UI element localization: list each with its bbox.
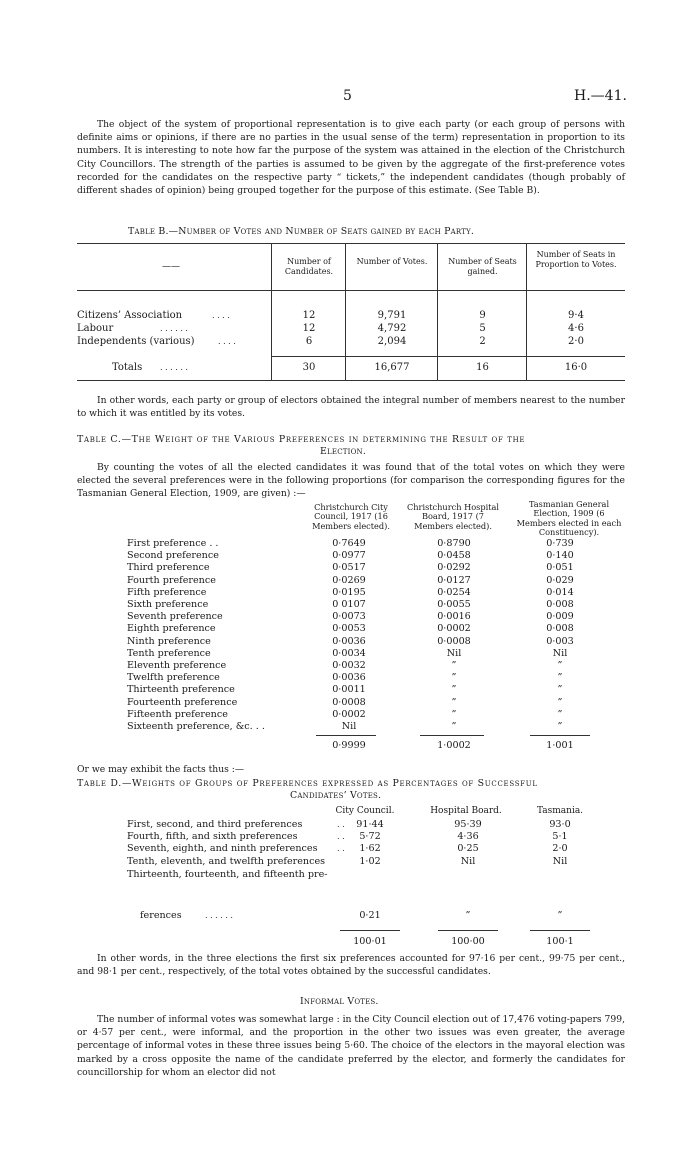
table-d-col-head-tasmania: Tasmania. (536, 806, 584, 816)
hospital-board-value: 0·0055 (437, 599, 471, 610)
votes-value: 4,792 (377, 323, 407, 334)
table-b-top-rule (77, 243, 625, 244)
table-b-header-votes: Number of Votes. (356, 257, 428, 266)
leader-dots: . . . . (218, 337, 236, 346)
hospital-board-value: 0·0008 (437, 635, 471, 647)
hospital-board-value: ” (465, 910, 471, 921)
preference-label: Fourth preference (127, 574, 216, 586)
table-c-col-head-city: Christchurch City Council, 1917 (16 Members elected). (312, 502, 390, 531)
preference-group-label: First, second, and third preferences (127, 819, 303, 830)
seats-value: 5 (479, 323, 486, 334)
leader-dots: . . . . . . (160, 363, 188, 372)
city-council-value: 0·0002 (332, 708, 366, 720)
table-d-total-city: 100·01 (353, 936, 387, 947)
table-b-title: Table B.—Number of Votes and Number of Seats gained by each Party. (128, 226, 475, 237)
city-council-value: 0·0073 (332, 611, 366, 623)
hospital-board-value: ” (451, 721, 457, 732)
city-council-value: 0 0107 (332, 599, 366, 610)
table-b-header-seats: Number of Seats gained. (448, 257, 517, 276)
city-council-value: 0·0032 (332, 660, 366, 671)
city-council-value: 0·0517 (332, 562, 366, 574)
tasmania-value: 0·003 (546, 635, 574, 647)
hospital-board-value: 0·0254 (437, 586, 471, 598)
city-council-value: 5·72 (359, 831, 381, 842)
tasmania-value: 0·029 (546, 574, 574, 586)
party-label: Independents (various) (77, 336, 195, 347)
hospital-board-value: Nil (446, 647, 462, 659)
preference-label: Sixteenth preference, &c. . . (127, 721, 265, 732)
tasmania-value: Nil (552, 647, 568, 659)
table-d-title-line2: Candidates’ Votes. (290, 790, 382, 801)
hospital-board-value: ” (451, 660, 457, 671)
city-council-value: 0·0008 (332, 696, 366, 708)
city-council-value: 0·0036 (332, 672, 366, 684)
tasmania-value: ” (557, 696, 563, 708)
proportion-value: 2·0 (568, 336, 584, 347)
votes-total: 16,677 (374, 362, 410, 373)
hospital-board-value: 0·0002 (437, 623, 471, 635)
hospital-board-value: 0·25 (457, 843, 479, 854)
candidates-total: 30 (302, 362, 316, 373)
leader-dots: . . (337, 820, 345, 829)
tasmania-value: 5·1 (552, 831, 568, 842)
table-c-title: Table C.—The Weight of the Various Preferences in determining the Result of the (77, 434, 526, 445)
hospital-board-value: ” (451, 708, 457, 720)
preference-label: Sixth preference (127, 599, 209, 610)
page-number: 5 (343, 88, 352, 104)
preference-label: Thirteenth preference (127, 684, 235, 696)
table-d-sum-rule (438, 930, 498, 931)
table-d-sum-rule (530, 930, 590, 931)
table-d-total-hospital: 100·00 (451, 936, 485, 947)
votes-value: 9,791 (377, 310, 407, 321)
table-b-header-proportion: Number of Seats in Proportion to Votes. (535, 250, 617, 269)
city-council-value: 1·62 (359, 843, 381, 854)
hospital-board-value: 4·36 (457, 831, 479, 842)
preference-label: Fifteenth preference (127, 708, 228, 720)
table-b-col-rule (526, 243, 527, 380)
preference-group-label: ferences (140, 910, 182, 921)
proportion-value: 4·6 (568, 323, 584, 334)
table-b-col-rule (437, 243, 438, 380)
table-b-bottom-rule (77, 380, 625, 381)
tasmania-value: ” (557, 684, 563, 696)
tasmania-value: 0·739 (546, 538, 574, 549)
seats-value: 9 (479, 310, 486, 321)
preference-label: Twelfth preference (127, 672, 220, 684)
tasmania-value: 2·0 (552, 843, 568, 854)
city-council-value: 0·0034 (332, 647, 366, 659)
informal-votes-heading: Informal Votes. (300, 996, 379, 1007)
table-d-sum-rule (340, 930, 400, 931)
preference-label: Eighth preference (127, 623, 216, 635)
seats-value: 2 (479, 336, 486, 347)
proportion-total: 16·0 (564, 362, 588, 373)
table-b-stub-dash: —— (162, 262, 180, 272)
informal-votes-paragraph: The number of informal votes was somewhat large : in the City Council election out of 17,476 voting-papers 799, or 4·57 per cent., were informal, and the proportion in the other two issues was even greater, the average percentage of informal votes in these three issues being 5·60. The choice of the electors in the mayoral election was marked by a cross opposite the name of the candidate preferred by the elector, and formerly the candidates for councillorship for whom an elector did not (77, 1014, 625, 1078)
table-c-sum-rule (316, 735, 376, 736)
tasmania-value: ” (557, 660, 563, 671)
tasmania-value: 0·014 (546, 586, 574, 598)
party-label: Labour (77, 323, 114, 334)
table-c-total-city: 0·9999 (332, 740, 366, 751)
proportion-value: 9·4 (568, 310, 584, 321)
totals-label: Totals (112, 362, 143, 373)
tasmania-value: Nil (552, 856, 568, 867)
preference-group-label: Tenth, eleventh, and twelfth preferences (127, 856, 326, 867)
document-code: H.—41. (574, 88, 627, 104)
city-council-value: Nil (341, 721, 357, 732)
preference-label: Eleventh preference (127, 660, 227, 671)
preference-group-label: Thirteenth, fourteenth, and fifteenth pre- (127, 869, 328, 880)
leader-dots: . . (337, 844, 345, 853)
after-table-d-paragraph: In other words, in the three elections the first six preferences accounted for 97·16 per cent., 99·75 per cent., and 98·1 per cent., respectively, of the total votes obtained by the successful candidates. (77, 953, 625, 978)
city-council-value: 1·02 (359, 856, 381, 867)
or-we-line: Or we may exhibit the facts thus :— (77, 764, 245, 775)
table-d-total-tasmania: 100·1 (546, 936, 574, 947)
table-c-sum-rule (420, 735, 484, 736)
hospital-board-value: 0·0292 (437, 562, 471, 574)
hospital-board-value: 0·0127 (437, 574, 471, 586)
leader-dots: . . . . . . (160, 324, 188, 333)
leader-dots: . . . . (212, 311, 230, 320)
preference-group-label: Fourth, fifth, and sixth preferences (127, 831, 298, 842)
preference-label: Second preference (127, 550, 219, 562)
city-council-value: 0·0036 (332, 635, 366, 647)
table-c-col-head-hospital: Christchurch Hospital Board, 1917 (7 Members elected). (407, 502, 499, 531)
preference-label: Fifth preference (127, 586, 207, 598)
city-council-value: 0·0269 (332, 574, 366, 586)
candidates-value: 12 (302, 310, 316, 321)
tasmania-value: 0·008 (546, 623, 574, 635)
city-council-value: 0·0053 (332, 623, 366, 635)
hospital-board-value: 0·0458 (437, 550, 471, 562)
table-b-header-candidates: Number of Candidates. (284, 257, 334, 276)
table-b-header-rule (77, 290, 625, 291)
preference-label: Fourteenth preference (127, 696, 238, 708)
table-b-col-rule (271, 243, 272, 380)
table-c-intro: By counting the votes of all the elected candidates it was found that of the total votes on which they were elected the several preferences were in the following proportions (for comparison the corresponding figures for the Tasmanian General Election, 1909, are given) :— (77, 462, 625, 500)
hospital-board-value: ” (451, 696, 457, 708)
table-c-total-tasmania: 1·001 (546, 740, 574, 751)
city-council-value: 0·7649 (332, 538, 366, 549)
tasmania-value: ” (557, 721, 563, 732)
tasmania-value: 0·009 (546, 611, 574, 623)
tasmania-value: ” (557, 708, 563, 720)
preference-label: First preference . . (127, 538, 219, 549)
table-d-col-head-hospital: Hospital Board. (430, 806, 502, 816)
leader-dots: . . (337, 832, 345, 841)
table-c-title-line2: Election. (320, 446, 367, 457)
hospital-board-value: Nil (460, 856, 476, 867)
city-council-value: 0·21 (359, 910, 381, 921)
table-c-sum-rule (530, 735, 590, 736)
table-b-col-rule (345, 243, 346, 380)
candidates-value: 12 (302, 323, 316, 334)
leader-dots: . . . . . . (205, 911, 233, 920)
tasmania-value: ” (557, 672, 563, 684)
city-council-value: 0·0011 (332, 684, 366, 696)
table-b-totals-rule (271, 356, 625, 357)
hospital-board-value: ” (451, 672, 457, 684)
table-c-total-hospital: 1·0002 (437, 740, 471, 751)
tasmania-value: 93·0 (549, 819, 571, 830)
city-council-value: 91·44 (356, 819, 384, 830)
tasmania-value: 0·140 (546, 550, 574, 562)
hospital-board-value: 0·8790 (437, 538, 471, 549)
preference-group-label: Seventh, eighth, and ninth preferences (127, 843, 318, 854)
candidates-value: 6 (305, 336, 313, 347)
hospital-board-value: ” (451, 684, 457, 696)
party-label: Citizens’ Association (77, 310, 183, 321)
preference-label: Ninth preference (127, 635, 211, 647)
tasmania-value: ” (557, 910, 563, 921)
tasmania-value: 0·008 (546, 599, 574, 610)
preference-label: Third preference (127, 562, 210, 574)
after-table-b-paragraph: In other words, each party or group of electors obtained the integral number of members nearest to the number to which it was entitled by its votes. (77, 395, 625, 420)
votes-value: 2,094 (377, 336, 407, 347)
table-d-col-head-city: City Council. (335, 806, 395, 816)
tasmania-value: 0·051 (546, 562, 574, 574)
intro-paragraph: The object of the system of proportional representation is to give each party (or each group of persons with definite aims or opinions, if there are no parties in the usual sense of the term) representation in proportion to its numbers. It is interesting to note how far the purpose of the system was attained in the election of the Christchurch City Councillors. The strength of the parties is assumed to be given by the aggregate of the first-preference votes recorded for the candidates on the respective party “ tickets,” the independent candidates (though probably of different shades of opinion) being grouped together for the purpose of this estimate. (See Table B). (77, 119, 625, 197)
seats-total: 16 (476, 362, 489, 373)
table-d-title: Table D.—Weights of Groups of Preferences expressed as Percentages of Successful (77, 778, 538, 789)
hospital-board-value: 95·39 (454, 819, 482, 830)
hospital-board-value: 0·0016 (437, 611, 471, 623)
city-council-value: 0·0195 (332, 586, 366, 598)
city-council-value: 0·0977 (332, 550, 366, 562)
table-c-col-head-tasmania: Tasmanian General Election, 1909 (6 Members elected in each Constituency). (516, 499, 622, 537)
preference-label: Tenth preference (127, 647, 211, 659)
preference-label: Seventh preference (127, 611, 223, 623)
